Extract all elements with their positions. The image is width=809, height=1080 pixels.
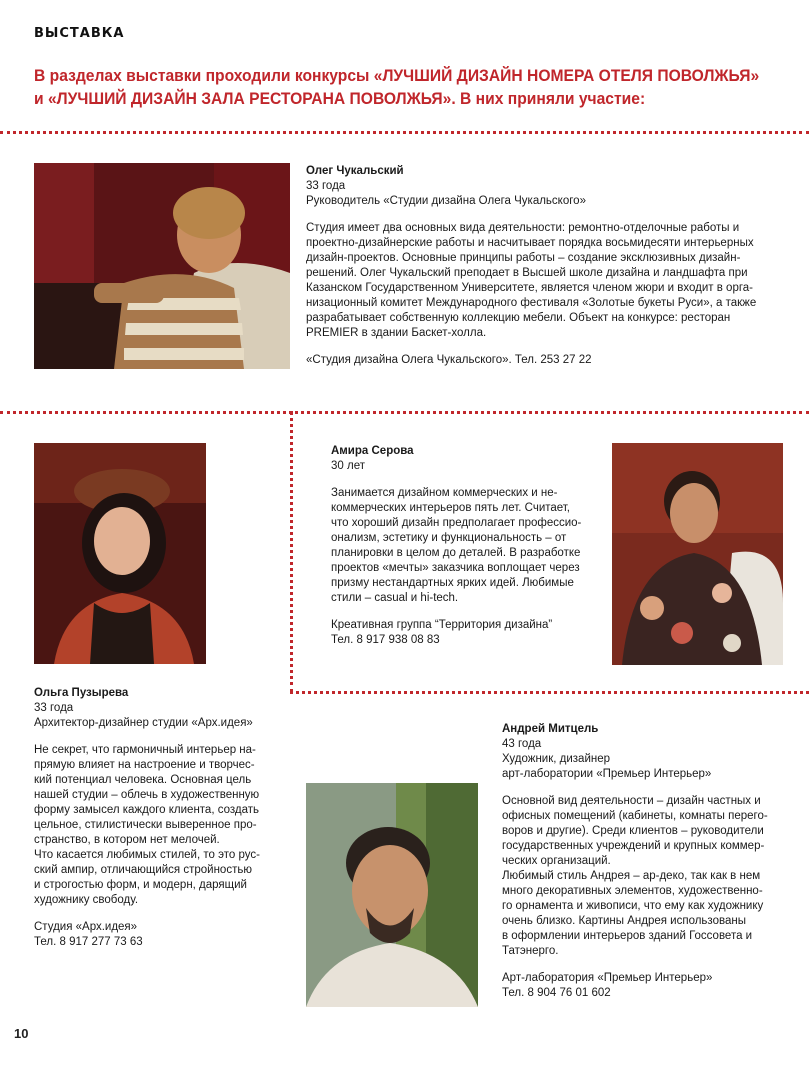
bio-line: коммерческих интерьеров пять лет. Считает, xyxy=(331,502,570,514)
bio-line: Занимается дизайном коммерческих и не- xyxy=(331,487,558,499)
photo-amira-serova xyxy=(612,443,783,665)
bio-line: форму замысел каждого клиента, создать xyxy=(34,804,259,816)
section-label: ВЫСТАВКА xyxy=(34,26,125,41)
bio-line: Татэнерго. xyxy=(502,945,559,957)
participant-oleg xyxy=(306,164,786,368)
bio-line: прямую влияет на настроение и творчес- xyxy=(34,759,255,771)
intro-line: В разделах выставки проходили конкурсы «ЛУЧШИЙ ДИЗАЙН НОМЕРА ОТЕЛЯ ПОВОЛЖЬЯ» xyxy=(34,66,760,85)
bio-line: много декоративных элементов, художественно- xyxy=(502,885,763,897)
participant-name: Амира Серова xyxy=(331,445,414,457)
participant-role: Художник, дизайнер xyxy=(502,753,611,765)
bio-line: Любимый стиль Андрея – ар-деко, так как в нем xyxy=(502,870,761,882)
bio-line: планировки в целом до деталей. В разработке xyxy=(331,547,581,559)
bio-line: Что касается любимых стилей, то это рус- xyxy=(34,849,260,861)
divider-top xyxy=(0,131,809,134)
participant-contact: Креативная группа “Территория дизайна” xyxy=(331,619,553,631)
bio-line: кий потенциал человека. Основная цель xyxy=(34,774,252,786)
bio-line: призму нестандартных ярких идей. Любимые xyxy=(331,577,574,589)
bio-line: онализм, эстетику и функциональность – от xyxy=(331,532,567,544)
bio-line: проектно-дизайнерские работы и насчитывает порядка восьмидесяти интерьерных xyxy=(306,237,754,249)
participant-phone: Тел. 8 904 76 01 602 xyxy=(502,987,611,999)
bio-line: Студия имеет два основных вида деятельности: ремонтно-отделочные работы и xyxy=(306,222,740,234)
bio-line: воров и другие). Среди клиентов – руководители xyxy=(502,825,764,837)
participant-contact: Арт-лаборатория «Премьер Интерьер» xyxy=(502,972,713,984)
bio-line: очень близко. Картины Андрея использованы xyxy=(502,915,746,927)
participant-contact: «Студия дизайна Олега Чукальского». Тел. 253 27 22 xyxy=(306,354,592,366)
bio-line: странство, в котором нет мелочей. xyxy=(34,834,220,846)
divider-middle xyxy=(0,411,809,414)
bio-line: государственных учреждений и крупных коммер- xyxy=(502,840,765,852)
page-number: 10 xyxy=(14,1026,29,1041)
bio-line: дизайн-проектов. Основные принципы работы – создание эксклюзивных дизайн- xyxy=(306,252,741,264)
bio-line: ский ампир, отличающийся стройностью xyxy=(34,864,252,876)
intro-heading xyxy=(34,64,760,110)
bio-line: Не секрет, что гармоничный интерьер на- xyxy=(34,744,256,756)
participant-olga xyxy=(34,686,284,950)
bio-line: решений. Олег Чукальский преподает в Высшей школе дизайна и ландшафта при xyxy=(306,267,748,279)
bio-line: нашей студии – облечь в художественную xyxy=(34,789,260,801)
participant-age: 33 года xyxy=(34,702,74,714)
bio-line: и строгостью форм, и модерн, дарящий xyxy=(34,879,247,891)
participant-name: Олег Чукальский xyxy=(306,165,404,177)
divider-lower xyxy=(290,691,809,694)
participant-andrey xyxy=(502,722,792,1001)
divider-vertical xyxy=(290,411,293,693)
participant-amira xyxy=(331,444,601,648)
bio-line: художнику свободу. xyxy=(34,894,139,906)
bio-line: что хороший дизайн предполагает профессио- xyxy=(331,517,582,529)
participant-role: Руководитель «Студии дизайна Олега Чукальского» xyxy=(306,195,586,207)
participant-age: 33 года xyxy=(306,180,346,192)
bio-line: ческих организаций. xyxy=(502,855,611,867)
participant-age: 30 лет xyxy=(331,460,365,472)
participant-role: Архитектор-дизайнер студии «Арх.идея» xyxy=(34,717,253,729)
bio-line: цельное, стилистически выверенное про- xyxy=(34,819,257,831)
bio-line: в оформлении интерьеров зданий Госсовета и xyxy=(502,930,753,942)
intro-line: и «ЛУЧШИЙ ДИЗАЙН ЗАЛА РЕСТОРАНА ПОВОЛЖЬЯ». В них приняли участие: xyxy=(34,89,646,108)
bio-line: стили – casual и hi-tech. xyxy=(331,592,459,604)
participant-name: Ольга Пузырева xyxy=(34,687,129,699)
participant-age: 43 года xyxy=(502,738,542,750)
bio-line: офисных помещений (кабинеты, комнаты перего- xyxy=(502,810,768,822)
bio-line: разрабатывает собственную коллекцию мебели. Объект на конкурсе: ресторан xyxy=(306,312,731,324)
photo-oleg-chukalsky xyxy=(34,163,290,369)
bio-line: го орнамента и живописи, что ему как художнику xyxy=(502,900,764,912)
participant-contact: Студия «Арх.идея» xyxy=(34,921,138,933)
participant-phone: Тел. 8 917 938 08 83 xyxy=(331,634,440,646)
bio-line: PREMIER в здании Баскет-холла. xyxy=(306,327,487,339)
bio-line: Казанском Государственном Университете, является членом жюри и входит в орга- xyxy=(306,282,754,294)
participant-name: Андрей Митцель xyxy=(502,723,599,735)
photo-olga-puzyreva xyxy=(34,443,206,664)
bio-line: Основной вид деятельности – дизайн частных и xyxy=(502,795,761,807)
bio-line: низационный комитет Международного фестиваля «Золотые букеты Руси», а также xyxy=(306,297,757,309)
participant-role: арт-лаборатории «Премьер Интерьер» xyxy=(502,768,712,780)
participant-phone: Тел. 8 917 277 73 63 xyxy=(34,936,143,948)
photo-andrey-mitsel xyxy=(306,783,478,1007)
bio-line: проектов «мечты» заказчика воплощает через xyxy=(331,562,580,574)
